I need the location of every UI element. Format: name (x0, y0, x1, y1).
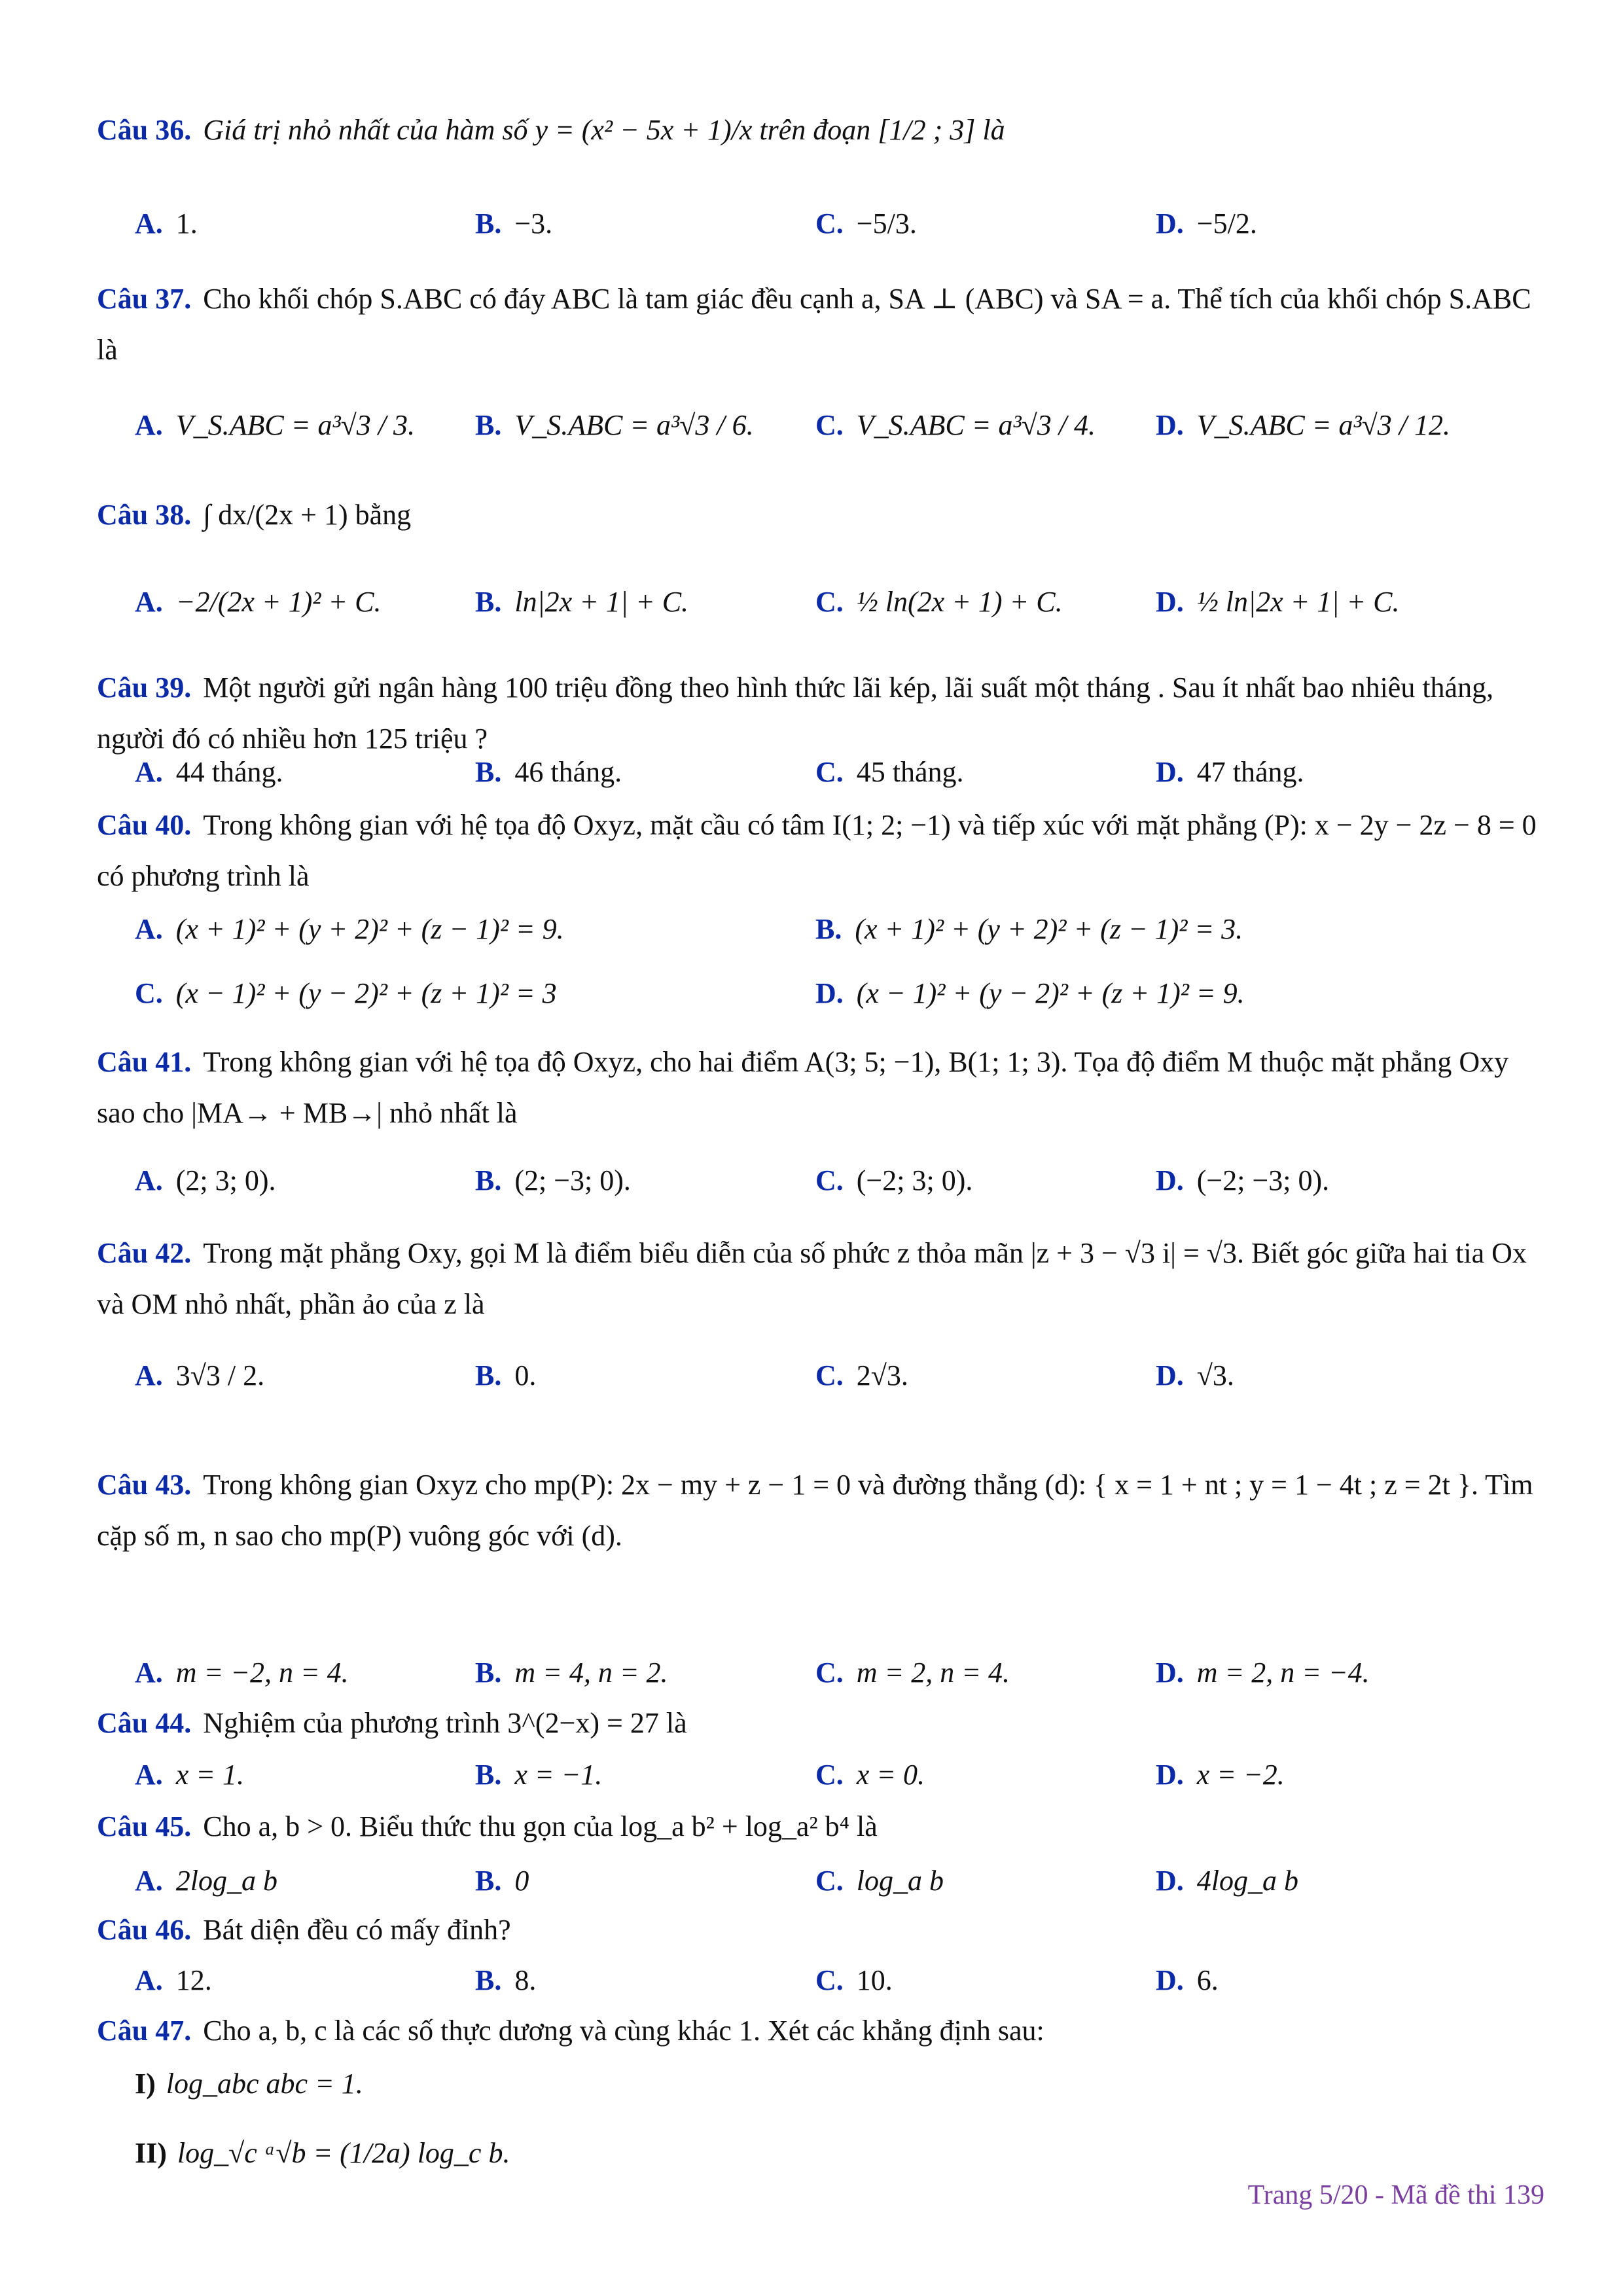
option-a[interactable]: A. x = 1. (135, 1759, 245, 1791)
question-46 (97, 1905, 1543, 1956)
options-44 (135, 1749, 1542, 1801)
option-b[interactable]: B. (2; −3; 0). (475, 1164, 631, 1196)
question-number: Câu 45. (97, 1810, 192, 1842)
option-a[interactable]: A. 44 tháng. (135, 756, 283, 788)
question-43 (97, 1460, 1543, 1562)
option-d[interactable]: D. −5/2. (1156, 207, 1257, 240)
question-38 (97, 490, 1543, 541)
option-b[interactable]: B. V_S.ABC = a³√3 / 6. (475, 409, 754, 441)
option-b[interactable]: B. 8. (475, 1964, 537, 1996)
question-text: Trong mặt phẳng Oxy, gọi M là điểm biểu diễn của số phức z thỏa mãn |z + 3 − √3 i| = √3. Biết góc giữa hai tia Ox và OM nhỏ nhất, phần ảo của z là (97, 1237, 1527, 1320)
question-number: Câu 43. (97, 1469, 192, 1501)
options-45 (135, 1855, 1542, 1907)
option-c[interactable]: C. −5/3. (815, 207, 917, 240)
question-41 (97, 1037, 1543, 1139)
option-c[interactable]: C. V_S.ABC = a³√3 / 4. (815, 409, 1096, 441)
option-a[interactable]: A. −2/(2x + 1)² + C. (135, 586, 382, 618)
question-number: Câu 40. (97, 809, 192, 841)
question-text: Cho a, b > 0. Biểu thức thu gọn của log_a b² + log_a² b⁴ là (203, 1810, 878, 1842)
options-40-row1 (135, 903, 1542, 956)
options-43 (135, 1647, 1542, 1699)
statement-1 (135, 2058, 1542, 2110)
option-a[interactable]: A. m = −2, n = 4. (135, 1657, 349, 1689)
options-36 (135, 198, 1542, 250)
question-text: Cho khối chóp S.ABC có đáy ABC là tam giác đều cạnh a, SA ⊥ (ABC) và SA = a. Thể tích của khối chóp S.ABC là (97, 283, 1531, 366)
question-number: Câu 37. (97, 283, 192, 315)
option-d[interactable]: D. x = −2. (1156, 1759, 1285, 1791)
option-a[interactable]: A. 1. (135, 207, 198, 240)
question-42 (97, 1228, 1543, 1330)
options-39 (135, 746, 1542, 798)
option-c[interactable]: C. (x − 1)² + (y − 2)² + (z + 1)² = 3 (135, 977, 557, 1009)
option-d[interactable]: D. ½ ln|2x + 1| + C. (1156, 586, 1400, 618)
option-c[interactable]: C. 10. (815, 1964, 893, 1996)
option-c[interactable]: C. ½ ln(2x + 1) + C. (815, 586, 1063, 618)
question-text: Trong không gian với hệ tọa độ Oxyz, cho hai điểm A(3; 5; −1), B(1; 1; 3). Tọa độ điểm M thuộc mặt phẳng Oxy sao cho |MA→ + MB→| nhỏ nhất là (97, 1046, 1509, 1129)
option-b[interactable]: B. m = 4, n = 2. (475, 1657, 668, 1689)
question-36 (97, 105, 1543, 156)
question-text: Nghiệm của phương trình 3^(2−x) = 27 là (203, 1707, 687, 1739)
option-d[interactable]: D. m = 2, n = −4. (1156, 1657, 1370, 1689)
statement-ii: II) log_√c ᵃ√b = (1/2a) log_c b. (135, 2137, 510, 2169)
option-a[interactable]: A. (2; 3; 0). (135, 1164, 276, 1196)
option-a[interactable]: A. (x + 1)² + (y + 2)² + (z − 1)² = 9. (135, 913, 564, 945)
question-number: Câu 41. (97, 1046, 192, 1078)
statement-i: I) log_abc abc = 1. (135, 2068, 363, 2100)
option-c[interactable]: C. x = 0. (815, 1759, 925, 1791)
question-45 (97, 1801, 1543, 1852)
option-b[interactable]: B. 46 tháng. (475, 756, 622, 788)
option-c[interactable]: C. 45 tháng. (815, 756, 964, 788)
option-c[interactable]: C. (−2; 3; 0). (815, 1164, 973, 1196)
option-b[interactable]: B. 0 (475, 1865, 529, 1897)
question-37 (97, 274, 1543, 376)
question-text: Trong không gian Oxyz cho mp(P): 2x − my + z − 1 = 0 và đường thẳng (d): { x = 1 + nt ; y = 1 − 4t ; z = 2t }. Tìm cặp số m, n sao cho mp(P) vuông góc với (d). (97, 1469, 1533, 1552)
option-a[interactable]: A. 3√3 / 2. (135, 1359, 265, 1391)
question-text: Một người gửi ngân hàng 100 triệu đồng theo hình thức lãi kép, lãi suất một tháng . Sau ít nhất bao nhiêu tháng, người đó có nhiều hơn 125 triệu ? (97, 672, 1494, 755)
question-47 (97, 2005, 1543, 2056)
options-38 (135, 576, 1542, 628)
option-d[interactable]: D. 6. (1156, 1964, 1219, 1996)
page-footer: Trang 5/20 - Mã đề thi 139 (1247, 2180, 1544, 2210)
option-b[interactable]: B. ln|2x + 1| + C. (475, 586, 689, 618)
question-text: Bát diện đều có mấy đỉnh? (203, 1914, 511, 1946)
option-a[interactable]: A. 2log_a b (135, 1865, 278, 1897)
option-d[interactable]: D. V_S.ABC = a³√3 / 12. (1156, 409, 1451, 441)
option-d[interactable]: D. (−2; −3; 0). (1156, 1164, 1330, 1196)
question-number: Câu 39. (97, 672, 192, 704)
option-d[interactable]: D. 47 tháng. (1156, 756, 1304, 788)
question-44 (97, 1698, 1543, 1749)
options-40-row2 (135, 967, 1542, 1020)
question-text: Cho a, b, c là các số thực dương và cùng khác 1. Xét các khẳng định sau: (203, 2015, 1044, 2047)
statement-2 (135, 2127, 1542, 2179)
question-text: ∫ dx/(2x + 1) bằng (203, 499, 412, 531)
question-number: Câu 46. (97, 1914, 192, 1946)
option-d[interactable]: D. (x − 1)² + (y − 2)² + (z + 1)² = 9. (815, 977, 1245, 1009)
option-c[interactable]: C. 2√3. (815, 1359, 908, 1391)
question-number: Câu 38. (97, 499, 192, 531)
options-37 (135, 399, 1542, 452)
option-c[interactable]: C. m = 2, n = 4. (815, 1657, 1010, 1689)
option-a[interactable]: A. V_S.ABC = a³√3 / 3. (135, 409, 416, 441)
question-text: Trong không gian với hệ tọa độ Oxyz, mặt cầu có tâm I(1; 2; −1) và tiếp xúc với mặt phẳng (P): x − 2y − 2z − 8 = 0 có phương trình là (97, 809, 1537, 892)
option-d[interactable]: D. 4log_a b (1156, 1865, 1299, 1897)
question-number: Câu 42. (97, 1237, 192, 1269)
option-d[interactable]: D. √3. (1156, 1359, 1234, 1391)
question-number: Câu 47. (97, 2015, 192, 2047)
options-42 (135, 1350, 1542, 1402)
question-40 (97, 800, 1543, 902)
option-b[interactable]: B. 0. (475, 1359, 537, 1391)
option-b[interactable]: B. −3. (475, 207, 553, 240)
option-c[interactable]: C. log_a b (815, 1865, 944, 1897)
option-a[interactable]: A. 12. (135, 1964, 212, 1996)
question-number: Câu 36. (97, 114, 192, 146)
options-41 (135, 1155, 1542, 1207)
question-number: Câu 44. (97, 1707, 192, 1739)
option-b[interactable]: B. (x + 1)² + (y + 2)² + (z − 1)² = 3. (815, 913, 1243, 945)
option-b[interactable]: B. x = −1. (475, 1759, 603, 1791)
options-46 (135, 1954, 1542, 2007)
question-text: Giá trị nhỏ nhất của hàm số y = (x² − 5x + 1)/x trên đoạn [1/2 ; 3] là (203, 114, 1005, 146)
